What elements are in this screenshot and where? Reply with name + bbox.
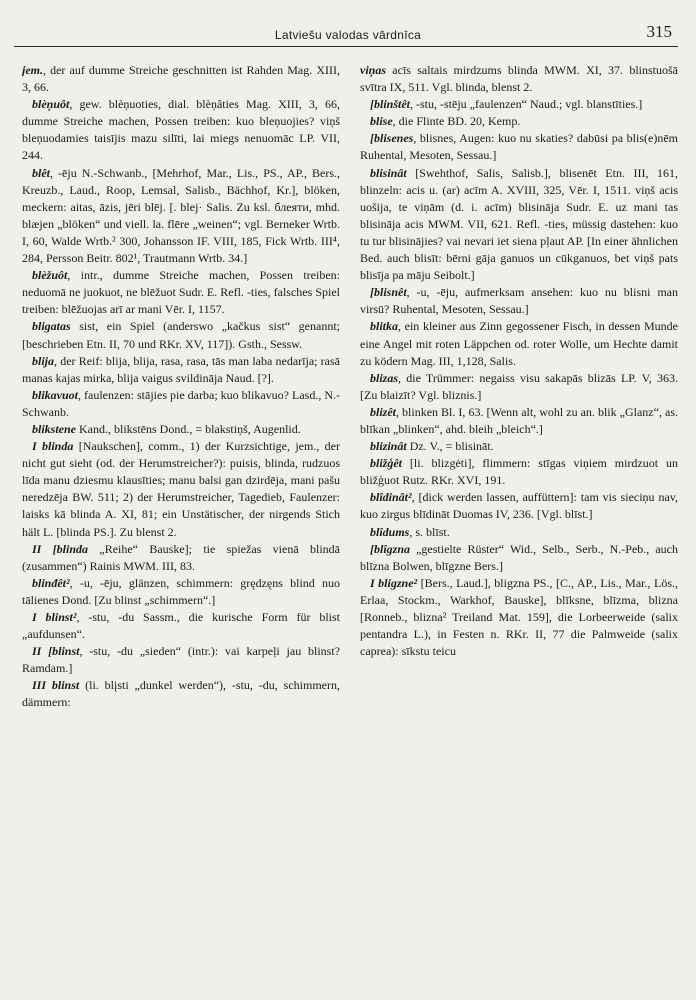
headword: blêt — [32, 165, 50, 180]
dictionary-entry — [360, 455, 678, 489]
dictionary-entry — [22, 62, 340, 96]
dictionary-entry — [22, 165, 340, 268]
entry-body: acīs saltais mirdzums blinda MWM. XI, 37. blinstuošā svītra IX, 511. Vgl. blinda, blenst 2. — [360, 63, 678, 95]
dictionary-entry — [22, 609, 340, 643]
entry-body: , ein kleiner aus Zinn gegossener Fisch, in dessen Munde eine Angel mit roten Läppchen od. roter Wolle, um Hechte damit zu ködern Mag. III, 1,128, Salis. — [360, 319, 678, 368]
entry-body: , intr., dumme Streiche machen, Possen treiben: neduomā ne juokuot, ne blēžuot Sudr. E. Refl. -ties, falsches Spiel treiben: blēžuojas arī ar mani Vēr. I, 1157. — [22, 268, 340, 317]
dictionary-entry — [22, 541, 340, 575]
entry-body: , -u, -ēju, glänzen, schimmern: grędzęns blind nuo tālienes Dond. [Zu blinst „schimmern“.] — [22, 575, 340, 607]
headword: II [blinst — [32, 644, 80, 659]
headword: blizêt — [370, 404, 396, 419]
headword: [blîgzna — [370, 541, 411, 556]
headword: blikstene — [32, 421, 76, 436]
dictionary-entry — [22, 267, 340, 318]
headword: I blinda — [32, 439, 74, 454]
headword: blèņuôt — [32, 97, 70, 112]
headword: blikavuot — [32, 387, 79, 402]
entry-body: [Bers., Laud.], bligzna PS., [C., AP., Lis., Mar., Lös., Erlaa, Stockm., Warkhof, Bauske], blīksne, blīzma, blizna [Ronneb., blizna² Treiland Mat. 159], die Lorbeerweide (salix pentandra L.), in Festen n. RKr. II, 77 die Palmweide (salix caprea): sīkstu teicu — [360, 575, 678, 659]
entry-body: Kand., blikstēns Dond., = blakstiņš, Augenlid. — [76, 421, 301, 436]
headword: blitka — [370, 319, 399, 334]
headword: blinđêt² — [32, 575, 70, 590]
entry-body: , gew. blèņuoties, dial. blèņâties Mag. XIII, 3, 66, dumme Streiche machen, Possen treiben: kuo bleņuojies? viņš bleņuodamies taisījis mazu silīti, lai miegs nenuomāc LP. VII, 244. — [22, 97, 340, 163]
entry-body: , s. blīst. — [409, 524, 450, 539]
entry-body: „gestielte Rüster“ Wid., Selb., Serb., N.-Peb., auch blīzna Bolwen, blīgzne Bers.] — [360, 541, 678, 573]
headword: bližģêt — [370, 456, 402, 471]
page-header — [0, 0, 696, 44]
dictionary-entry — [360, 524, 678, 541]
headword: blizinât — [370, 439, 407, 454]
left-column — [22, 62, 340, 994]
dictionary-entry — [22, 421, 340, 438]
headword: blisinât — [370, 165, 407, 180]
header-divider — [14, 46, 678, 47]
entry-body: [li. blizgėti], flimmern: stīgas viņiem mirdzuot un bližģuot Rutz. RKr. XVI, 191. — [360, 456, 678, 488]
entry-body: , -u, -ēju, aufmerksam ansehen: kuo nu blisni man virsū? Ruhental, Mesoten, Sessau.] — [360, 285, 678, 317]
headword: blija — [32, 353, 55, 368]
dictionary-entry — [22, 677, 340, 711]
entry-body: , -stu, -stēju „faulenzen“ Naud.; vgl. blanstīties.] — [410, 97, 643, 112]
headword: I blinst² — [32, 610, 77, 624]
dictionary-entry — [360, 62, 678, 96]
entry-body: [Naukschen], comm., 1) der Kurzsichtige, jem., der nicht gut sieht (od. der Herumstreicher?): puisis, blinda, rudzuos līda manu dziesmu klausīties; manu balsi gan dzirdēja, mani pašu neredzēja BW. 511; 2) der Herumstreicher, Tagedieb, Faulenzer: laisks kā blinda A. XI, 81; ein Unstätischer, der nirgends Stich hält L. [blinda PS.]. Zu blenst 2. — [22, 439, 340, 539]
entry-body: sist, ein Spiel (anderswo „kačkus sist“ genannt; [beschrieben Etn. II, 70 und RKr. XV, 117]). Gsth., Sessw. — [22, 319, 340, 351]
headword: viņas — [360, 63, 387, 77]
headword: blîdums — [370, 524, 410, 539]
entry-body: , [dick werden lassen, auffüttern]: tam vis sieciņu nav, kuo zirgus blīdināt Duomas IV, 236. [Vgl. blīst.] — [360, 490, 678, 522]
dictionary-entry — [22, 387, 340, 421]
entry-body: , der Reif: blija, blija, rasa, rasa, tās man laba nedarīja; rasā manas kajas mirka, blija vaigus svildināja Naud. [?]. — [22, 353, 340, 385]
headword: blèžuôt — [32, 268, 68, 283]
headword: [blinštêt — [370, 97, 411, 112]
entry-body: , blinken Bl. I, 63. [Wenn alt, wohl zu an. blik „Glanz“, as. blīkan „blinken“, ahd. bleih „bleich“.] — [360, 404, 678, 436]
dictionary-entry — [360, 489, 678, 523]
dictionary-entry — [360, 130, 678, 164]
headword: bligatas — [32, 319, 71, 334]
headword: [blisnêt — [370, 285, 407, 300]
dictionary-entry — [22, 575, 340, 609]
headword: blizas — [370, 370, 399, 385]
dictionary-entry — [360, 541, 678, 575]
entry-body: , blisnes, Augen: kuo nu skaties? dabūsi pa blis(e)nēm Ruhental, Mesoten, Sessau.] — [360, 131, 678, 163]
headword: blise — [370, 114, 393, 129]
running-title: Latviešu valodas vārdnīca — [274, 28, 422, 42]
entry-body: (li. blįsti „dunkel werden“), -stu, -du, schimmern, dämmern: — [22, 678, 340, 710]
dictionary-entry — [360, 575, 678, 660]
dictionary-entry — [22, 643, 340, 677]
entry-body: , -ēju N.-Schwanb., [Mehrhof, Mar., Lis., PS., AP., Bers., Kreuzb., Laud., Roop, Lemsal, Salisb., Bächhof, Kr.], blöken, meckern: aitas, āzis, jēri blēj. [. blej· Salis. Zu ksl. блеяти, mhd. blæjen „blöken“ und viell. la. flēre „weinen“; vgl. Berneker Wrtb. I, 60, Walde Wrtb.² 300, Johansson IF. VIII, 185, Fick Wrtb. III⁴, 284, Persson Beitr. 802¹, Trautmann Wrtb. 34.] — [22, 165, 340, 266]
headword: jem. — [22, 63, 43, 77]
entry-body: , -stu, -du Sassm., die kurische Form für blist „aufdunsen“. — [22, 610, 340, 642]
dictionary-entry — [360, 113, 678, 130]
headword: [blisenes — [370, 131, 414, 146]
dictionary-entry — [360, 404, 678, 438]
entry-body: [Swehthof, Salis, Salisb.], blisenēt Etn. III, 161, blinzeln: acis u. (ar) acīm A. XVIII, 325, Vēr. I, 1511. viņš acis uošija, te viņām (d. i. acīm) blisināja Sudr. E. uz mani tas blisināja acis MWM. VII, 621. Refl. -ties, müssig dastehen: kuo tu tur blisinājies? vai nevari iet siena pļaut AP. [In einer ähnlichen Bed. auch blisīt: bērni gāja ganuos un cūkganuos, bet viņš pats blisīja pa māju Seibolt.] — [360, 165, 678, 283]
dictionary-entry — [360, 438, 678, 455]
dictionary-entry — [22, 438, 340, 541]
dictionary-entry — [360, 318, 678, 369]
headword: III blinst — [32, 678, 80, 693]
page-number: 315 — [646, 22, 672, 41]
headword: blîdinât² — [370, 490, 412, 505]
dictionary-entry — [22, 318, 340, 352]
dictionary-entry — [360, 284, 678, 318]
dictionary-entry — [360, 165, 678, 285]
headword: I bligzne² — [370, 575, 418, 590]
entry-body: Dz. V., = blisināt. — [406, 439, 494, 454]
dictionary-entry — [360, 96, 678, 113]
headword: II [blinda — [32, 541, 89, 556]
dictionary-entry — [22, 96, 340, 164]
entry-body: , faulenzen: stājies pie darba; kuo blikavuo? Lasd., N.-Schwanb. — [22, 387, 340, 419]
entry-body: , die Trümmer: negaiss visu sakapās blizās LP. V, 363. [Zu blaizīt? Vgl. bliznis.] — [360, 370, 678, 402]
entry-body: , der auf dumme Streiche geschnitten ist Rahden Mag. XIII, 3, 66. — [22, 63, 340, 95]
right-column — [360, 62, 678, 994]
dictionary-entry — [360, 370, 678, 404]
dictionary-entry — [22, 353, 340, 387]
entry-body: , -stu, -du „sieden“ (intr.): vai karpeļi jau blinst? Ramdam.] — [22, 644, 340, 676]
entry-body: „Reihe“ Bauske]; tie spiežas vienā blindā (zusammen“) Rainis MWM. III, 83. — [22, 541, 340, 573]
entry-body: , die Flinte BD. 20, Kemp. — [392, 114, 521, 129]
